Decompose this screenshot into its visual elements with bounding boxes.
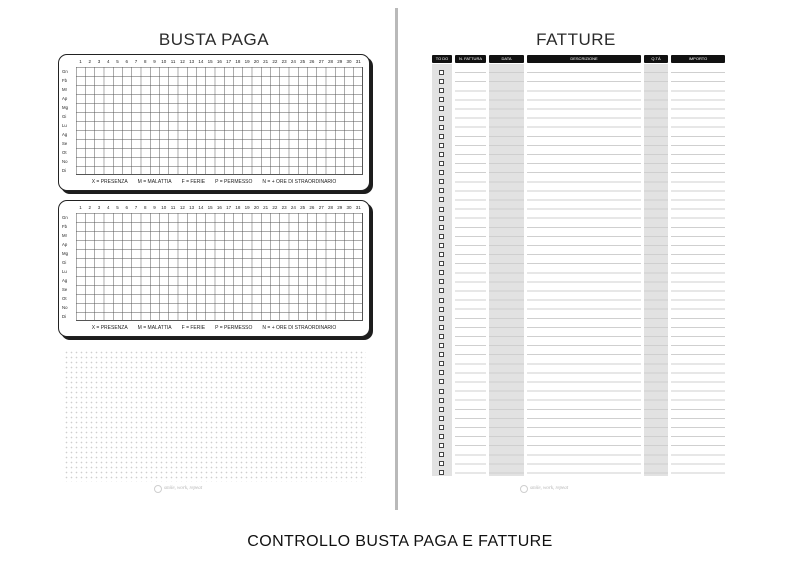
attendance-legend [59,179,369,185]
col-header-date: DATA [489,55,524,63]
day-label: 18 [235,59,241,64]
day-label: 11 [170,205,176,210]
month-label: Mg [62,105,68,110]
watermark-text: smile, work, repeat [164,486,203,491]
todo-checkbox[interactable] [439,270,444,275]
day-label: 30 [346,59,352,64]
lines-description [527,64,641,476]
month-label: Lu [62,123,67,128]
month-label: Se [62,141,68,146]
todo-checkbox[interactable] [439,325,444,330]
lines-number [455,64,486,476]
month-label: Fb [62,224,68,229]
day-label: 10 [161,59,167,64]
day-label: 15 [207,59,213,64]
todo-checkbox[interactable] [439,88,444,93]
month-label: No [62,159,68,164]
todo-checkbox[interactable] [439,116,444,121]
watermark-text: smile, work, repeat [530,486,569,491]
month-label: Ot [62,150,67,155]
day-label: 29 [337,59,343,64]
month-label: Ap [62,242,68,247]
watermark-logo-icon [520,485,528,493]
day-label: 27 [318,205,324,210]
day-label: 3 [97,59,101,64]
col-header-amount: IMPORTO [671,55,725,63]
legend-item: F = FERIE [181,179,206,185]
caption: CONTROLLO BUSTA PAGA E FATTURE [247,533,553,550]
day-label: 17 [226,59,232,64]
todo-checkbox[interactable] [439,279,444,284]
day-label: 15 [207,205,213,210]
legend-item: N = + ORE DI STRAORDINARIO [262,325,337,331]
month-label: Gn [62,215,68,220]
day-label: 4 [107,205,110,210]
day-label: 23 [281,59,287,64]
todo-checkbox[interactable] [439,416,444,421]
day-header-row [76,205,363,212]
day-label: 7 [134,205,138,210]
day-label: 8 [144,59,147,64]
day-label: 28 [327,205,333,210]
day-label: 24 [290,205,296,210]
day-label: 5 [116,59,119,64]
todo-checkbox[interactable] [439,197,444,202]
todo-checkbox[interactable] [439,389,444,394]
attendance-grid [76,213,363,321]
todo-checkbox[interactable] [439,79,444,84]
col-header-qty: Q.TÀ [644,55,668,63]
day-label: 31 [355,59,361,64]
todo-checkbox[interactable] [439,161,444,166]
watermark [164,486,202,491]
day-label: 2 [88,205,91,210]
todo-checkbox[interactable] [439,288,444,293]
dot-grid-notes [64,350,366,482]
day-label: 9 [153,59,156,64]
todo-checkbox[interactable] [439,106,444,111]
month-label: Di [62,314,67,319]
month-label: No [62,305,68,310]
page-title: FATTURE [536,30,616,49]
day-label: 19 [244,205,250,210]
month-label: Gi [62,260,67,265]
todo-checkbox[interactable] [439,207,444,212]
day-label: 14 [198,59,204,64]
day-label: 13 [189,205,195,210]
day-label: 26 [309,205,315,210]
todo-checkbox[interactable] [439,334,444,339]
todo-checkbox[interactable] [439,443,444,448]
month-label: Mr [62,233,68,238]
day-label: 6 [125,205,129,210]
todo-checkbox[interactable] [439,434,444,439]
todo-checkbox[interactable] [439,352,444,357]
day-header-row [76,59,363,66]
month-label: Mg [62,251,68,256]
page-title: BUSTA PAGA [158,30,270,49]
day-label: 11 [170,59,176,64]
month-label: Ag [62,132,68,137]
fatture-page [410,0,742,510]
lines-date [489,64,524,476]
day-label: 1 [79,205,82,210]
month-label: Gi [62,114,67,119]
day-label: 25 [300,205,306,210]
day-label: 21 [263,59,269,64]
day-label: 16 [216,205,222,210]
day-label: 12 [179,59,185,64]
month-label: Ot [62,296,67,301]
legend-item: F = FERIE [181,325,206,331]
day-label: 26 [309,59,315,64]
day-label: 20 [253,59,259,64]
todo-checkbox[interactable] [439,125,444,130]
day-label: 28 [327,59,333,64]
page-binding [395,8,398,510]
todo-checkbox[interactable] [439,343,444,348]
day-label: 27 [318,59,324,64]
day-label: 6 [125,59,129,64]
day-label: 2 [88,59,91,64]
todo-checkbox[interactable] [439,261,444,266]
day-label: 23 [281,205,287,210]
col-header-number: N. FATTURA [455,55,486,63]
day-label: 31 [355,205,361,210]
todo-checkbox[interactable] [439,143,444,148]
month-label: Di [62,168,67,173]
day-label: 9 [153,205,156,210]
day-label: 17 [226,205,232,210]
todo-checkbox[interactable] [439,370,444,375]
todo-checkbox[interactable] [439,379,444,384]
todo-checkbox[interactable] [439,70,444,75]
todo-checkbox[interactable] [439,298,444,303]
day-label: 22 [272,59,278,64]
todo-checkbox[interactable] [439,252,444,257]
attendance-legend [59,325,369,331]
attendance-grid [76,67,363,175]
watermark [530,486,568,491]
todo-checkbox[interactable] [439,316,444,321]
todo-checkbox[interactable] [439,152,444,157]
todo-checkbox[interactable] [439,470,444,475]
busta-paga-page [48,0,380,510]
watermark-logo-icon [154,485,162,493]
day-label: 1 [79,59,82,64]
month-label: Ag [62,278,68,283]
day-label: 10 [161,205,167,210]
todo-checkbox[interactable] [439,179,444,184]
todo-checkbox[interactable] [439,234,444,239]
day-label: 3 [97,205,101,210]
legend-item: P = PERMESSO [215,179,253,185]
legend-item: P = PERMESSO [215,325,253,331]
day-label: 21 [263,205,269,210]
todo-checkbox[interactable] [439,361,444,366]
day-label: 16 [216,59,222,64]
todo-checkbox[interactable] [439,216,444,221]
day-label: 12 [179,205,185,210]
month-label: Fb [62,78,68,83]
day-label: 20 [253,205,259,210]
month-label: Lu [62,269,67,274]
legend-item: M = MALATTIA [137,325,172,331]
day-label: 14 [198,205,204,210]
day-label: 18 [235,205,241,210]
todo-checkbox[interactable] [439,452,444,457]
legend-item: N = + ORE DI STRAORDINARIO [262,179,337,185]
attendance-card-1 [58,54,370,191]
month-label: Se [62,287,68,292]
todo-checkbox[interactable] [439,425,444,430]
month-label: Gn [62,69,68,74]
day-label: 4 [107,59,110,64]
day-label: 7 [134,59,138,64]
day-label: 22 [272,205,278,210]
todo-checkbox[interactable] [439,225,444,230]
todo-checkbox[interactable] [439,307,444,312]
todo-checkbox[interactable] [439,398,444,403]
legend-item: X = PRESENZA [91,325,128,331]
month-label: Mr [62,87,68,92]
day-label: 13 [189,59,195,64]
lines-amount [671,64,725,476]
day-label: 30 [346,205,352,210]
day-label: 8 [144,205,147,210]
todo-checkbox[interactable] [439,461,444,466]
todo-checkbox[interactable] [439,97,444,102]
legend-item: M = MALATTIA [137,179,172,185]
day-label: 24 [290,59,296,64]
day-label: 19 [244,59,250,64]
day-label: 5 [116,205,119,210]
month-label: Ap [62,96,68,101]
col-header-todo: TO DO [432,55,452,63]
day-label: 29 [337,205,343,210]
todo-checkbox[interactable] [439,243,444,248]
attendance-card-2 [58,200,370,337]
lines-qty [644,64,668,476]
todo-checkbox[interactable] [439,188,444,193]
day-label: 25 [300,59,306,64]
todo-checkbox[interactable] [439,134,444,139]
todo-checkbox[interactable] [439,170,444,175]
legend-item: X = PRESENZA [91,179,128,185]
col-header-description: DESCRIZIONE [527,55,641,63]
todo-checkbox[interactable] [439,407,444,412]
